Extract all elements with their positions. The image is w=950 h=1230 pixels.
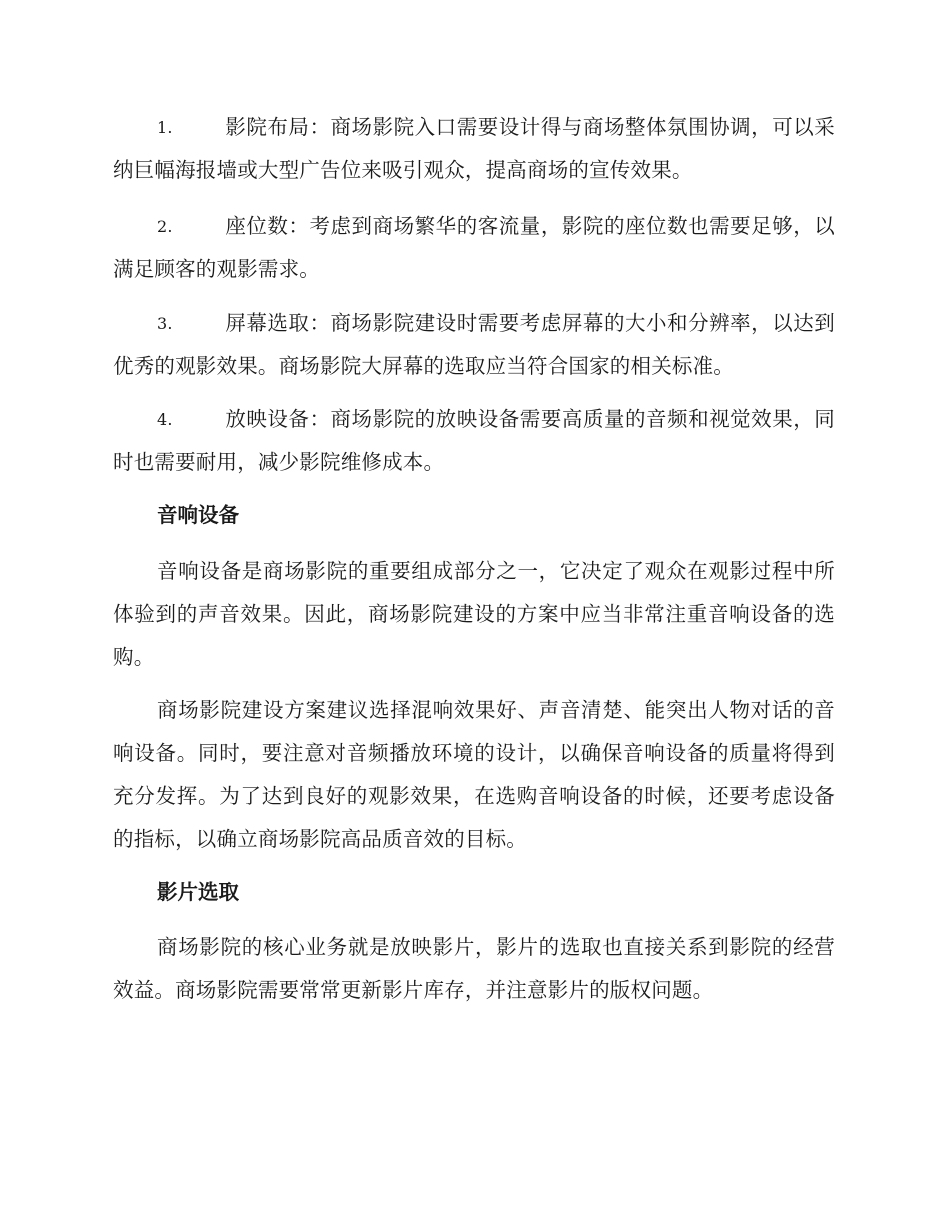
list-item	[113, 106, 835, 192]
list-number: 4.	[157, 410, 173, 429]
list-item	[113, 205, 835, 291]
list-number: 2.	[157, 217, 173, 236]
list-text: 座位数：考虑到商场繁华的客流量，影院的座位数也需要足够，以满足顾客的观影需求。	[113, 214, 835, 281]
list-text: 放映设备：商场影院的放映设备需要高质量的音频和视觉效果，同时也需要耐用，减少影院维修成本。	[113, 407, 835, 474]
list-number: 3.	[157, 314, 173, 333]
list-number: 1.	[157, 118, 173, 137]
section-heading: 影片选取	[157, 880, 239, 904]
list-text: 屏幕选取：商场影院建设时需要考虑屏幕的大小和分辨率，以达到优秀的观影效果。商场影院大屏幕的选取应当符合国家的相关标准。	[113, 311, 835, 378]
section-heading: 音响设备	[157, 503, 239, 527]
paragraph: 商场影院的核心业务就是放映影片，影片的选取也直接关系到影院的经营效益。商场影院需要常常更新影片库存，并注意影片的版权问题。	[113, 935, 835, 1002]
paragraph: 商场影院建设方案建议选择混响效果好、声音清楚、能突出人物对话的音响设备。同时，要注意对音频播放环境的设计，以确保音响设备的质量将得到充分发挥。为了达到良好的观影效果，在选购音响设备的时候，还要考虑设备的指标，以确立商场影院高品质音效的目标。	[113, 698, 835, 851]
list-item	[113, 302, 835, 388]
paragraph: 音响设备是商场影院的重要组成部分之一，它决定了观众在观影过程中所体验到的声音效果。因此，商场影院建设的方案中应当非常注重音响设备的选购。	[113, 559, 835, 669]
list-text: 影院布局：商场影院入口需要设计得与商场整体氛围协调，可以采纳巨幅海报墙或大型广告位来吸引观众，提高商场的宣传效果。	[113, 115, 835, 182]
list-item	[113, 398, 835, 484]
